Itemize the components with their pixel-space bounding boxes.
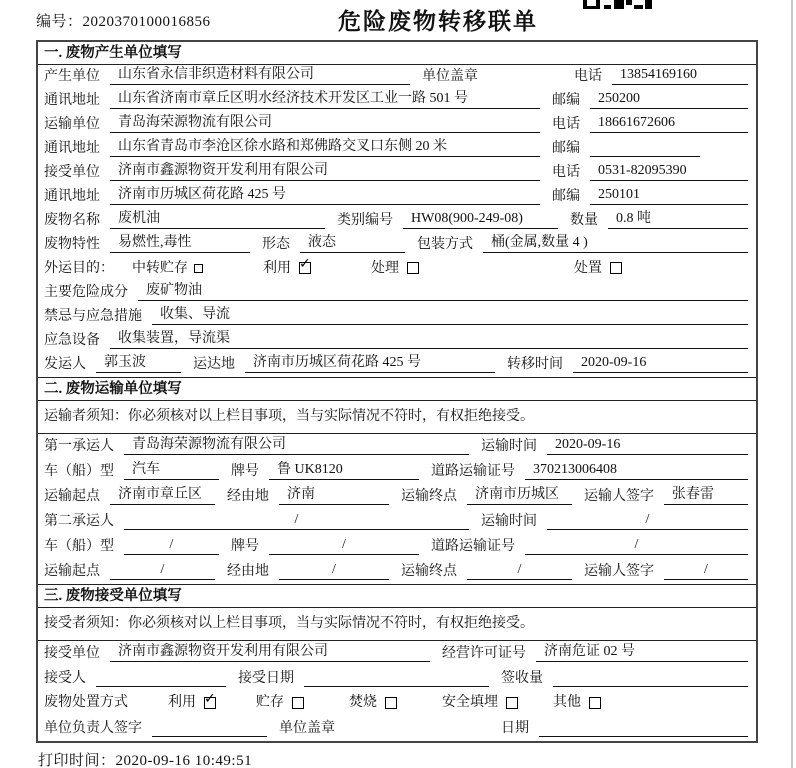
form-row <box>38 209 756 233</box>
checkbox-group <box>132 260 203 277</box>
field-value: 青岛海荣源物流有限公司 <box>110 114 540 133</box>
field-value: HW08(900-249-08) <box>403 210 558 229</box>
checkbox-group <box>574 260 622 277</box>
checkbox-label: 其他 <box>553 695 581 710</box>
field-value: / <box>664 561 748 580</box>
field-label: 废物名称 <box>44 213 100 228</box>
field-value: / <box>279 561 389 580</box>
field-value <box>553 669 748 687</box>
form-row <box>38 161 756 185</box>
field-value: 250200 <box>590 90 748 109</box>
checkbox-label: 利用 <box>263 260 291 276</box>
checkbox-unchecked-icon <box>610 262 622 274</box>
qr-code-fragment <box>583 0 652 9</box>
section-producer <box>38 42 756 377</box>
print-timestamp <box>38 749 796 768</box>
page-edge-line <box>791 0 793 768</box>
section-note: 接受者须知：你必须核对以上栏目事项，当与实际情况不符时，有权拒绝接受。 <box>38 608 756 641</box>
form-row <box>38 89 756 113</box>
form-row <box>38 716 756 741</box>
field-label: 类别编号 <box>337 213 393 228</box>
field-label: 运输人签字 <box>584 489 654 504</box>
field-label: 产生单位 <box>44 69 100 84</box>
field-value: 370213006408 <box>525 461 748 480</box>
field-label: 经营许可证号 <box>442 646 526 661</box>
field-label: 经由地 <box>227 564 269 579</box>
field-value: 山东省济南市章丘区明水经济技术开发区工业一路 501 号 <box>110 90 540 109</box>
check-mark-icon: ✓ <box>299 257 311 272</box>
form-row <box>38 257 756 281</box>
field-value: 收集、导流 <box>152 306 748 325</box>
field-label: 数量 <box>570 213 598 228</box>
field-value: 济南市历城区荷花路 425 号 <box>110 186 540 205</box>
form-row <box>38 305 756 329</box>
field-label: 运输人签字 <box>584 564 654 579</box>
manifest-form <box>36 40 758 743</box>
field-label: 车（船）型 <box>44 539 114 554</box>
field-value: 山东省青岛市李沧区徐水路和郑佛路交叉口东侧 20 米 <box>110 138 540 157</box>
serial-value: 2020370100016856 <box>82 14 211 30</box>
field-label: 电话 <box>552 165 580 180</box>
checkbox-checked-icon <box>204 691 216 709</box>
field-value: 张春雷 <box>664 486 748 505</box>
field-value: 汽车 <box>124 461 219 480</box>
field-value: 2020-09-16 <box>547 436 748 455</box>
field-value <box>304 669 489 687</box>
field-value: / <box>525 536 748 555</box>
field-value: / <box>269 536 419 555</box>
serial-number <box>36 10 211 31</box>
section-heading: 三. 废物接受单位填写 <box>38 585 756 608</box>
field-label: 应急设备 <box>44 333 100 348</box>
field-label: 第一承运人 <box>44 439 114 454</box>
field-label: 运输时间 <box>481 514 537 529</box>
field-label: 邮编 <box>552 93 580 108</box>
field-value: / <box>110 561 215 580</box>
form-row <box>38 641 756 666</box>
field-value: / <box>124 511 469 530</box>
serial-label: 编号： <box>36 14 83 30</box>
page-title: 危险废物转移联单 <box>338 9 538 34</box>
print-time-label: 打印时间： <box>38 753 116 768</box>
checkbox-group <box>553 694 601 711</box>
check-mark-icon: ✓ <box>204 691 216 707</box>
field-value: 桶(金属,数量 4 ) <box>483 234 748 253</box>
field-label: 邮编 <box>552 189 580 204</box>
section-heading: 一. 废物产生单位填写 <box>38 42 756 65</box>
checkbox-label: 处置 <box>574 260 602 276</box>
static-text: 单位盖章 <box>422 69 478 84</box>
field-label: 接受单位 <box>44 165 100 180</box>
field-label: 牌号 <box>231 464 259 479</box>
field-value: 0.8 吨 <box>608 210 748 229</box>
field-value: 13854169160 <box>612 66 748 85</box>
field-label: 通讯地址 <box>44 93 100 108</box>
checkbox-group <box>263 257 311 277</box>
checkbox-label: 焚烧 <box>349 695 377 710</box>
field-label: 运输起点 <box>44 564 100 579</box>
checkbox-group <box>256 694 304 711</box>
static-text: 单位盖章 <box>279 721 335 736</box>
form-row <box>38 484 756 509</box>
checkbox-group <box>168 691 216 711</box>
form-row <box>38 281 756 305</box>
field-label: 禁忌与应急措施 <box>44 309 142 324</box>
field-label: 发运人 <box>44 357 86 372</box>
field-label: 运输单位 <box>44 117 100 132</box>
field-value <box>539 719 748 737</box>
field-value: 0531-82095390 <box>590 162 748 181</box>
checkbox-label: 处理 <box>371 260 399 276</box>
field-label: 主要危险成分 <box>44 285 128 300</box>
field-label: 电话 <box>552 117 580 132</box>
form-row <box>38 666 756 691</box>
checkbox-unchecked-icon <box>407 262 419 274</box>
field-value <box>590 139 700 157</box>
checkbox-unchecked-icon <box>589 697 601 709</box>
checkbox-unchecked-icon <box>506 697 518 709</box>
field-value: / <box>124 536 219 555</box>
print-time-value: 2020-09-16 10:49:51 <box>115 753 253 768</box>
field-label: 运输时间 <box>481 439 537 454</box>
checkbox-label: 中转贮存 <box>132 260 188 276</box>
field-value: 废机油 <box>110 210 325 229</box>
field-label: 通讯地址 <box>44 141 100 156</box>
field-label: 第二承运人 <box>44 514 114 529</box>
field-label: 运输终点 <box>401 564 457 579</box>
field-value: 济南市历城区荷花路 425 号 <box>245 354 495 373</box>
field-label: 形态 <box>262 237 290 252</box>
field-value: 废矿物油 <box>138 282 748 301</box>
checkbox-unchecked-icon <box>292 697 304 709</box>
section-note: 运输者须知：你必须核对以上栏目事项，当与实际情况不符时，有权拒绝接受。 <box>38 401 756 434</box>
form-row <box>38 233 756 257</box>
field-value: 济南 <box>279 486 389 505</box>
document-header <box>0 0 796 34</box>
checkbox-label: 安全填埋 <box>442 695 498 710</box>
field-label: 外运目的： <box>44 260 114 276</box>
field-value: 液态 <box>300 234 405 253</box>
field-value: / <box>547 511 748 530</box>
field-label: 日期 <box>501 721 529 736</box>
field-label: 运达地 <box>193 357 235 372</box>
checkbox-label: 利用 <box>168 695 196 710</box>
field-label: 接受单位 <box>44 646 100 661</box>
field-label: 经由地 <box>227 489 269 504</box>
field-value: 易燃性,毒性 <box>110 234 250 253</box>
field-label: 运输终点 <box>401 489 457 504</box>
field-label: 签收量 <box>501 671 543 686</box>
form-row <box>38 534 756 559</box>
field-label: 废物处置方式 <box>44 695 128 710</box>
form-row <box>38 65 756 89</box>
field-value: 2020-09-16 <box>573 354 748 373</box>
field-value <box>96 669 226 687</box>
section-receiver <box>38 584 756 741</box>
field-value: 济南市章丘区 <box>110 486 215 505</box>
field-label: 单位负责人签字 <box>44 721 142 736</box>
form-row <box>38 459 756 484</box>
checkbox-group <box>349 694 397 711</box>
field-value: 收集装置，导流渠 <box>110 330 748 349</box>
form-row <box>38 509 756 534</box>
section-transporter <box>38 377 756 584</box>
field-value: 济南市鑫源物资开发利用有限公司 <box>110 162 540 181</box>
field-value: / <box>467 561 572 580</box>
field-label: 邮编 <box>552 141 580 156</box>
checkbox-unchecked-icon <box>194 264 203 273</box>
field-label: 电话 <box>574 69 602 84</box>
field-value: 济南市鑫源物资开发利用有限公司 <box>110 643 430 662</box>
field-value <box>152 719 267 737</box>
field-value: 鲁 UK8120 <box>269 461 419 480</box>
checkbox-label: 贮存 <box>256 695 284 710</box>
field-value: 250101 <box>590 186 748 205</box>
field-label: 车（船）型 <box>44 464 114 479</box>
form-row <box>38 691 756 716</box>
field-value: 青岛海荣源物流有限公司 <box>124 436 469 455</box>
field-label: 通讯地址 <box>44 189 100 204</box>
form-row <box>38 137 756 161</box>
form-row <box>38 559 756 584</box>
checkbox-group <box>442 694 518 711</box>
field-value: 济南危证 02 号 <box>536 643 748 662</box>
field-label: 道路运输证号 <box>431 539 515 554</box>
form-row <box>38 185 756 209</box>
form-row <box>38 434 756 459</box>
field-label: 道路运输证号 <box>431 464 515 479</box>
section-heading: 二. 废物运输单位填写 <box>38 378 756 401</box>
field-label: 接受人 <box>44 671 86 686</box>
checkbox-unchecked-icon <box>385 697 397 709</box>
field-value: 18661672606 <box>590 114 748 133</box>
field-label: 接受日期 <box>238 671 294 686</box>
form-row <box>38 113 756 137</box>
form-row <box>38 329 756 353</box>
field-value: 郭玉波 <box>96 354 181 373</box>
field-label: 废物特性 <box>44 237 100 252</box>
checkbox-checked-icon <box>299 257 311 274</box>
field-value: 山东省永信非织造材料有限公司 <box>110 66 410 85</box>
field-label: 运输起点 <box>44 489 100 504</box>
field-value: 济南市历城区 <box>467 486 572 505</box>
form-row <box>38 353 756 377</box>
field-label: 牌号 <box>231 539 259 554</box>
checkbox-group <box>371 260 419 277</box>
field-label: 转移时间 <box>507 357 563 372</box>
field-label: 包装方式 <box>417 237 473 252</box>
